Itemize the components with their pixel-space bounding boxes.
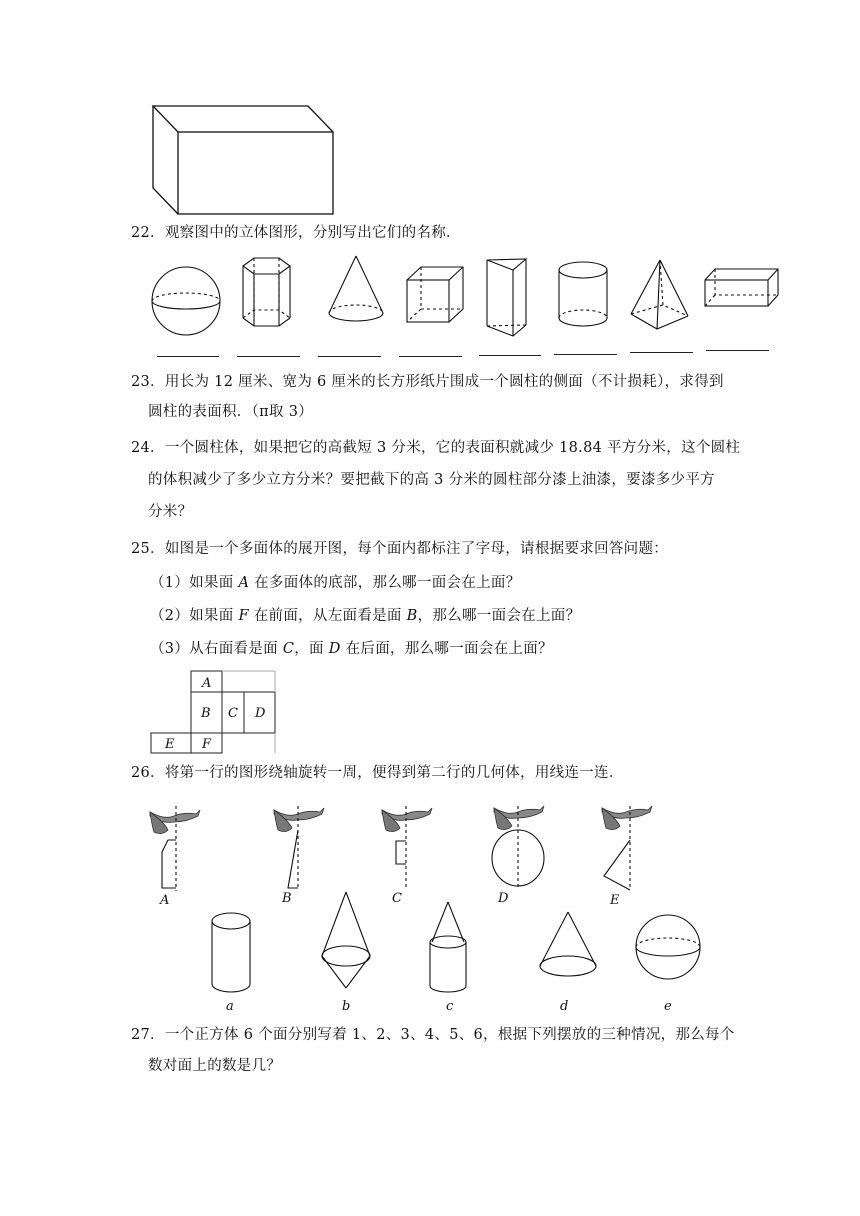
bottom-label-a: a <box>226 999 234 1014</box>
text-part: ，那么哪一面会在上面？ <box>417 608 581 624</box>
question-number: 24． <box>131 440 165 456</box>
solid-d-cone <box>540 912 596 976</box>
question-25 <box>131 539 668 560</box>
net-label-c: C <box>228 706 238 721</box>
question-text: 观察图中的立体图形，分别写出它们的名称． <box>164 225 461 241</box>
face-letter: F <box>238 608 249 624</box>
text-part: 在后面，那么哪一面会在上面？ <box>340 641 553 657</box>
solid-b-double-cone <box>322 892 370 988</box>
net-label-a: A <box>202 676 212 691</box>
top-label-b: B <box>282 891 292 906</box>
question-22 <box>131 223 461 244</box>
sub-question-1 <box>150 573 521 594</box>
net-label-b: B <box>201 706 211 721</box>
question-text-continued: 数对面上的数是几？ <box>148 1058 282 1074</box>
top-label-a: A <box>160 893 170 908</box>
text-part: ，面 <box>294 641 329 657</box>
question-number: 27． <box>131 1027 165 1043</box>
answer-blank[interactable] <box>630 352 693 353</box>
face-letter: D <box>328 641 341 657</box>
hexagonal-prism-shape <box>243 258 290 326</box>
question-number: 23． <box>131 374 165 390</box>
question-number: 26． <box>131 765 165 781</box>
solids-row <box>148 252 788 364</box>
rotation-matching-figure <box>148 796 708 1016</box>
answer-blank[interactable] <box>399 356 462 357</box>
cylinder-shape <box>559 262 607 326</box>
question-text-continued: 的体积减少了多少立方分米？要把截下的高 3 分米的圆柱部分漆上油漆，要漆多少平方 <box>148 472 715 488</box>
bottom-label-e: e <box>664 999 672 1014</box>
question-text-continued: 圆柱的表面积．（π取 3） <box>148 404 314 420</box>
answer-blank[interactable] <box>706 350 769 351</box>
top-label-e: E <box>610 893 620 908</box>
bottom-label-d: d <box>560 999 569 1014</box>
sub-question-2 <box>150 606 580 627</box>
face-letter: A <box>238 575 250 591</box>
shape-a-rect-chamfer <box>150 806 200 891</box>
long-cuboid-shape <box>705 269 778 306</box>
text-part: （1）如果面 <box>150 575 239 591</box>
net-label-f: F <box>202 737 212 752</box>
text-part: 在前面，从左面看是面 <box>248 608 407 624</box>
text-part: 在多面体的底部，那么哪一面会在上面？ <box>249 575 521 591</box>
cube-shape <box>407 267 463 322</box>
cuboid-figure <box>148 103 338 218</box>
question-text: 将第一行的图形绕轴旋转一周，便得到第二行的几何体，用线连一连． <box>164 765 624 781</box>
question-26 <box>131 763 624 784</box>
question-number: 22． <box>131 225 165 241</box>
answer-blank[interactable] <box>237 356 300 357</box>
question-text: 用长为 12 厘米、宽为 6 厘米的长方形纸片围成一个圆柱的侧面（不计损耗），求得到 <box>164 374 724 390</box>
answer-blank[interactable] <box>554 354 617 355</box>
sphere-shape <box>152 267 220 335</box>
face-letter: B <box>406 608 418 624</box>
question-23 <box>131 372 724 393</box>
question-text: 一个正方体 6 个面分别写着 1、2、3、4、5、6，根据下列摆放的三种情况，那么每个 <box>164 1027 735 1043</box>
solid-c-cone-on-cylinder <box>430 902 466 992</box>
bottom-label-c: c <box>446 999 454 1014</box>
question-text-continued: 分米？ <box>148 504 193 520</box>
face-letter: C <box>282 641 295 657</box>
shape-b-right-triangle <box>274 806 324 888</box>
shape-e-double-triangle <box>602 806 652 890</box>
top-label-d: D <box>498 891 509 906</box>
polyhedron-net-figure <box>148 668 280 756</box>
answer-blank[interactable] <box>318 356 381 357</box>
shape-c-rectangle <box>382 806 432 888</box>
question-24 <box>131 438 740 459</box>
answer-blank[interactable] <box>157 356 219 357</box>
question-number: 25． <box>131 541 165 557</box>
cone-shape <box>329 256 383 321</box>
solid-e-sphere <box>636 915 700 979</box>
sub-question-3 <box>150 639 553 660</box>
top-label-c: C <box>392 891 402 906</box>
question-27 <box>131 1025 735 1046</box>
net-label-d: D <box>255 706 266 721</box>
solid-a-cylinder <box>212 913 250 992</box>
answer-blank[interactable] <box>479 355 541 356</box>
text-part: （2）如果面 <box>150 608 239 624</box>
net-label-e: E <box>165 737 175 752</box>
question-text: 如图是一个多面体的展开图，每个面内都标注了字母，请根据要求回答问题： <box>164 541 669 557</box>
triangular-prism-shape <box>487 259 526 336</box>
pyramid-shape <box>631 260 688 329</box>
shape-d-circle <box>492 806 544 888</box>
question-text: 一个圆柱体，如果把它的高截短 3 分米，它的表面积就减少 18.84 平方分米，这个圆柱 <box>164 440 741 456</box>
bottom-label-b: b <box>342 999 351 1014</box>
text-part: （3）从右面看是面 <box>150 641 283 657</box>
